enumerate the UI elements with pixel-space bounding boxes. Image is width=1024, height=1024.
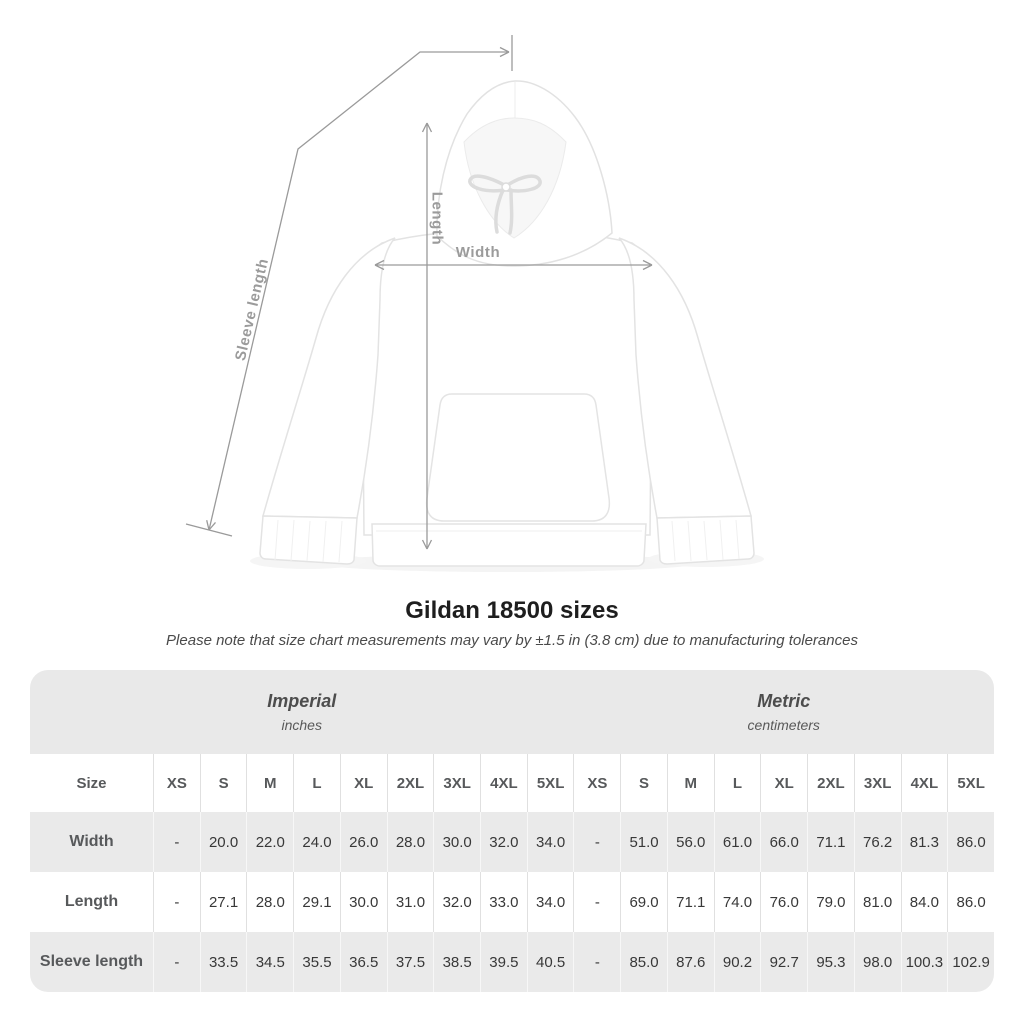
page-title: Gildan 18500 sizes bbox=[405, 597, 619, 624]
value-cell: 56.0 bbox=[667, 812, 714, 872]
value-cell: 86.0 bbox=[947, 872, 994, 932]
value-cell: 85.0 bbox=[620, 932, 667, 992]
value-cell: - bbox=[153, 812, 200, 872]
size-col-header: 4XL bbox=[480, 754, 527, 812]
value-cell: 81.3 bbox=[901, 812, 948, 872]
value-cell: 92.7 bbox=[760, 932, 807, 992]
value-cell: 33.5 bbox=[200, 932, 247, 992]
value-cell: 71.1 bbox=[667, 872, 714, 932]
value-cell: - bbox=[153, 872, 200, 932]
size-col-header: 5XL bbox=[947, 754, 994, 812]
size-col-header: 5XL bbox=[527, 754, 574, 812]
row-label: Length bbox=[30, 872, 153, 932]
value-cell: - bbox=[573, 812, 620, 872]
size-col-header: 4XL bbox=[901, 754, 948, 812]
value-cell: 71.1 bbox=[807, 812, 854, 872]
value-cell: 69.0 bbox=[620, 872, 667, 932]
size-col-header: XS bbox=[573, 754, 620, 812]
value-cell: 28.0 bbox=[387, 812, 434, 872]
value-cell: 79.0 bbox=[807, 872, 854, 932]
value-cell: 27.1 bbox=[200, 872, 247, 932]
value-cell: 76.2 bbox=[854, 812, 901, 872]
value-cell: 32.0 bbox=[433, 872, 480, 932]
width-measure-label: Width bbox=[455, 244, 501, 261]
value-cell: 31.0 bbox=[387, 872, 434, 932]
size-col-header: S bbox=[200, 754, 247, 812]
size-col-header: 3XL bbox=[854, 754, 901, 812]
unit-group-metric bbox=[573, 670, 994, 754]
value-cell: 84.0 bbox=[901, 872, 948, 932]
value-cell: 35.5 bbox=[293, 932, 340, 992]
size-col-header: M bbox=[667, 754, 714, 812]
value-cell: 95.3 bbox=[807, 932, 854, 992]
size-col-header: XL bbox=[760, 754, 807, 812]
value-cell: 24.0 bbox=[293, 812, 340, 872]
value-cell: 76.0 bbox=[760, 872, 807, 932]
unit-group-imperial bbox=[30, 670, 573, 754]
size-col-header: 2XL bbox=[807, 754, 854, 812]
value-cell: 74.0 bbox=[714, 872, 761, 932]
unit-group-unit: inches bbox=[281, 717, 322, 733]
value-cell: 29.1 bbox=[293, 872, 340, 932]
tolerance-note: Please note that size chart measurements may vary by ±1.5 in (3.8 cm) due to manufacturing tolerances bbox=[166, 632, 858, 649]
sleeve-length-measure-label: Sleeve length bbox=[231, 256, 273, 363]
measurement-row bbox=[30, 932, 994, 992]
size-col-header: M bbox=[246, 754, 293, 812]
value-cell: 33.0 bbox=[480, 872, 527, 932]
unit-group-name: Metric bbox=[757, 691, 811, 711]
length-measure-label: Length bbox=[428, 191, 446, 246]
value-cell: 100.3 bbox=[901, 932, 948, 992]
value-cell: 22.0 bbox=[246, 812, 293, 872]
row-label: Sleeve length bbox=[30, 932, 153, 992]
value-cell: 87.6 bbox=[667, 932, 714, 992]
measurement-row bbox=[30, 812, 994, 872]
value-cell: 26.0 bbox=[340, 812, 387, 872]
value-cell: 34.5 bbox=[246, 932, 293, 992]
value-cell: - bbox=[153, 932, 200, 992]
value-cell: 98.0 bbox=[854, 932, 901, 992]
unit-group-unit: centimeters bbox=[747, 717, 820, 733]
value-cell: 39.5 bbox=[480, 932, 527, 992]
unit-band-row bbox=[30, 670, 994, 754]
value-cell: 36.5 bbox=[340, 932, 387, 992]
measurement-row bbox=[30, 872, 994, 932]
value-cell: 28.0 bbox=[246, 872, 293, 932]
value-cell: 30.0 bbox=[340, 872, 387, 932]
value-cell: 86.0 bbox=[947, 812, 994, 872]
value-cell: 34.0 bbox=[527, 812, 574, 872]
waistband bbox=[372, 524, 646, 566]
value-cell: 40.5 bbox=[527, 932, 574, 992]
value-cell: 34.0 bbox=[527, 872, 574, 932]
value-cell: 102.9 bbox=[947, 932, 994, 992]
value-cell: 30.0 bbox=[433, 812, 480, 872]
size-col-header: 2XL bbox=[387, 754, 434, 812]
size-col-header: XL bbox=[340, 754, 387, 812]
size-col-header: S bbox=[620, 754, 667, 812]
value-cell: - bbox=[573, 872, 620, 932]
kangaroo-pocket bbox=[427, 394, 610, 521]
value-cell: - bbox=[573, 932, 620, 992]
value-cell: 81.0 bbox=[854, 872, 901, 932]
value-cell: 37.5 bbox=[387, 932, 434, 992]
size-chart-table bbox=[30, 670, 994, 992]
size-col-header: L bbox=[714, 754, 761, 812]
drawstring-knot bbox=[502, 183, 510, 191]
value-cell: 61.0 bbox=[714, 812, 761, 872]
value-cell: 20.0 bbox=[200, 812, 247, 872]
value-cell: 51.0 bbox=[620, 812, 667, 872]
size-header-row bbox=[30, 754, 994, 812]
size-col-header: 3XL bbox=[433, 754, 480, 812]
value-cell: 38.5 bbox=[433, 932, 480, 992]
size-col-header: L bbox=[293, 754, 340, 812]
value-cell: 90.2 bbox=[714, 932, 761, 992]
value-cell: 32.0 bbox=[480, 812, 527, 872]
size-corner-label: Size bbox=[30, 754, 153, 812]
row-label: Width bbox=[30, 812, 153, 872]
size-col-header: XS bbox=[153, 754, 200, 812]
value-cell: 66.0 bbox=[760, 812, 807, 872]
unit-group-name: Imperial bbox=[267, 691, 337, 711]
